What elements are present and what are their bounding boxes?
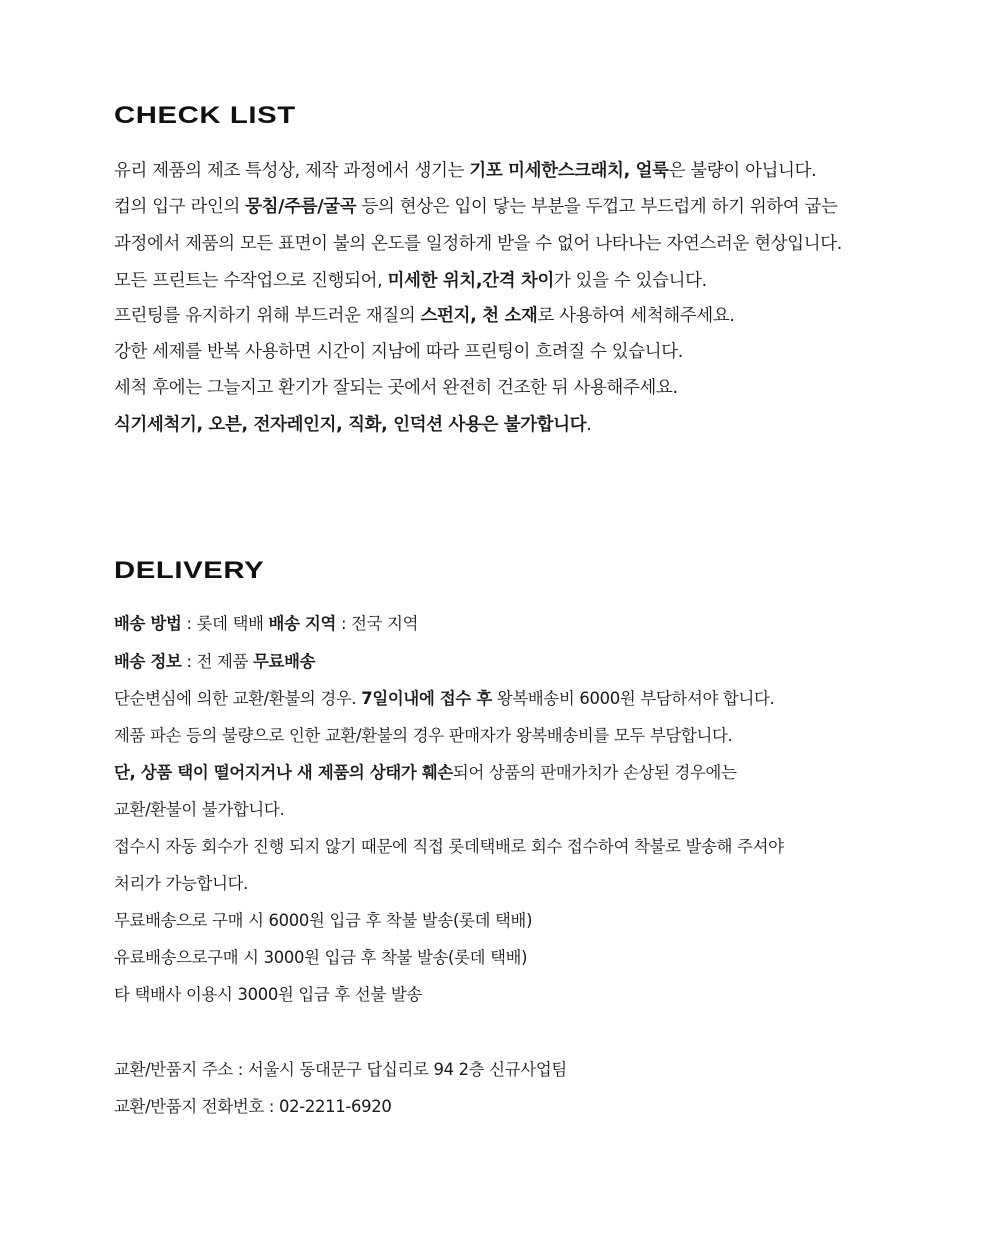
text-segment: 교환/반품지 전화번호 : 02-2211-6920 [114,1097,392,1116]
delivery-line [114,835,784,859]
text-segment: 무료배송으로 구매 시 6000원 입금 후 착불 발송(롯데 택배) [114,911,533,930]
delivery-line [114,724,732,748]
delivery-line [114,946,527,970]
emphasis-segment: 스펀지, 천 소재 [420,306,538,326]
text-segment: 교환/반품지 주소 : 서울시 동대문구 답십리로 94 2층 신규사업팀 [114,1060,567,1079]
text-segment: : 전국 지역 [336,614,419,633]
check-list-line [114,159,816,183]
text-segment: . [586,415,592,435]
text-segment: 과정에서 제품의 모든 표면이 불의 온도를 일정하게 받을 수 없어 나타나는 자연스러운 현상입니다. [114,234,842,254]
emphasis-segment: 배송 방법 [114,614,182,633]
text-segment: 등의 현상은 입이 닿는 부분을 두껍고 부드럽게 하기 위하여 굽는 [356,197,838,217]
text-segment: 제품 파손 등의 불량으로 인한 교환/환불의 경우 판매자가 왕복배송비를 모두 부담합니다. [114,726,733,745]
delivery-line [114,650,315,674]
check-list-heading: CHECK LIST [114,102,296,129]
text-segment: 왕복배송비 6000원 부담하셔야 합니다. [491,689,775,708]
text-segment: 처리가 가능합니다. [114,874,249,893]
delivery-heading: DELIVERY [114,557,265,584]
emphasis-segment: 식기세척기, 오븐, 전자레인지, 직화, 인덕션 사용은 불가합니다 [114,415,587,435]
text-segment: 단순변심에 의한 교환/환불의 경우. [114,689,362,708]
delivery-line [114,761,737,785]
emphasis-segment: 7일이내에 접수 후 [361,689,492,708]
text-segment: 타 택배사 이용시 3000원 입금 후 선불 발송 [114,985,422,1004]
delivery-line [114,687,774,711]
emphasis-segment: 기포 미세한스크래치, 얼룩 [469,161,669,181]
return-address [114,1058,567,1082]
text-segment: 유료배송으로구매 시 3000원 입금 후 착불 발송(롯데 택배) [114,948,528,967]
check-list-line [114,304,735,328]
text-segment: : 롯데 택배 [181,614,269,633]
return-phone [114,1095,392,1119]
text-segment: 은 불량이 아닙니다. [668,161,817,181]
emphasis-segment: 배송 정보 [114,652,182,671]
text-segment: 유리 제품의 제조 특성상, 제작 과정에서 생기는 [114,161,470,181]
check-list-line [114,232,842,256]
text-segment: : 전 제품 [181,652,254,671]
emphasis-segment: 단, 상품 택이 떨어지거나 새 제품의 상태가 훼손 [114,763,453,782]
text-segment: 강한 세제를 반복 사용하면 시간이 지남에 따라 프린팅이 흐려질 수 있습니다. [114,342,683,362]
delivery-line [114,872,248,896]
emphasis-segment: 뭉침/주름/굴곡 [245,197,357,217]
text-segment: 되어 상품의 판매가치가 손상된 경우에는 [452,763,737,782]
text-segment: 세척 후에는 그늘지고 환기가 잘되는 곳에서 완전히 건조한 뒤 사용해주세요. [114,378,678,398]
text-segment: 로 사용하여 세척해주세요. [537,306,735,326]
delivery-line [114,983,422,1007]
check-list-line [114,413,591,437]
text-segment: 접수시 자동 회수가 진행 되지 않기 때문에 직접 롯데택배로 회수 접수하여 착불로 발송해 주셔야 [114,837,784,856]
emphasis-segment: 무료배송 [253,652,316,671]
delivery-line [114,612,418,636]
text-segment: 모든 프린트는 수작업으로 진행되어, [114,271,388,291]
check-list-line [114,340,683,364]
check-list-line [114,376,678,400]
emphasis-segment: 미세한 위치,간격 차이 [387,271,554,291]
text-segment: 가 있을 수 있습니다. [553,271,707,291]
delivery-line [114,909,532,933]
text-segment: 교환/환불이 불가합니다. [114,800,285,819]
delivery-line [114,798,284,822]
check-list-line [114,195,838,219]
check-list-line [114,269,707,293]
text-segment: 컵의 입구 라인의 [114,197,246,217]
emphasis-segment: 배송 지역 [268,614,337,633]
text-segment: 프린팅를 유지하기 위해 부드러운 재질의 [114,306,421,326]
